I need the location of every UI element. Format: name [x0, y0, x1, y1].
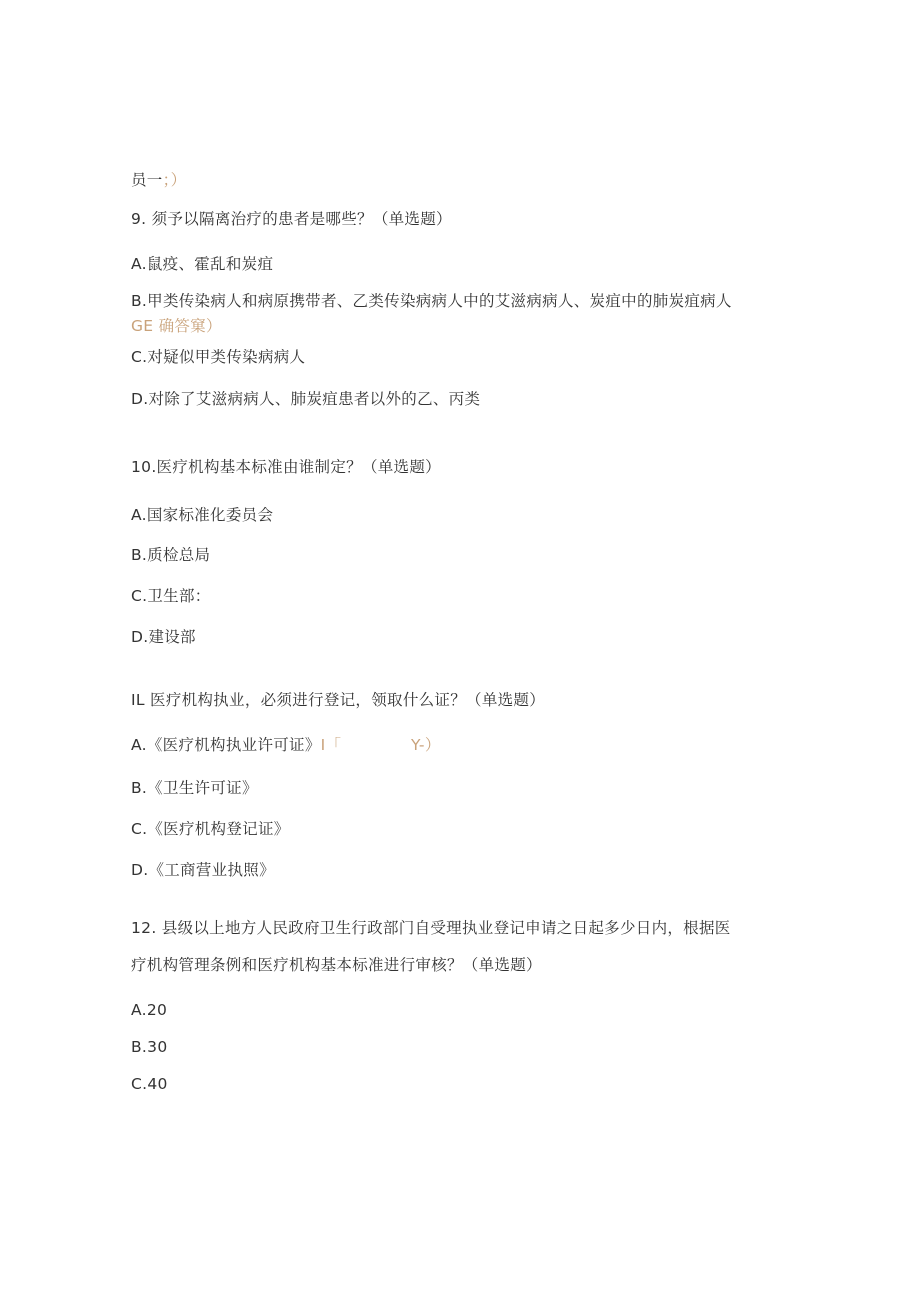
question-11-title: IL 医疗机构执业，必须进行登记，领取什么证？（单选题）: [131, 691, 546, 709]
q11-answer-mark-2: Y-）: [411, 736, 441, 754]
q10-option-d[interactable]: D.建设部: [131, 628, 196, 646]
q9-option-b[interactable]: B.甲类传染病人和病原携带者、乙类传染病病人中的艾滋病病人、炭疽中的肺炭疽病人: [131, 292, 732, 310]
q10-option-b[interactable]: B.质检总局: [131, 546, 211, 564]
q12-option-b[interactable]: B.30: [131, 1038, 168, 1056]
q9-answer-mark: GE 确答窠）: [131, 317, 222, 335]
q10-option-a[interactable]: A.国家标准化委员会: [131, 506, 274, 524]
q9-option-d[interactable]: D.对除了艾滋病病人、肺炭疽患者以外的乙、丙类: [131, 390, 481, 408]
q11-option-a[interactable]: [131, 735, 341, 755]
q11-option-c[interactable]: C.《医疗机构登记证》: [131, 820, 290, 838]
q12-option-a[interactable]: A.20: [131, 1001, 168, 1019]
question-9-title: 9. 须予以隔离治疗的患者是哪些？（单选题）: [131, 210, 452, 228]
question-12-title-line1: 12. 县级以上地方人民政府卫生行政部门自受理执业登记申请之日起多少日内，根据医: [131, 919, 731, 937]
q9-option-c[interactable]: C.对疑似甲类传染病病人: [131, 348, 306, 366]
q9-option-a[interactable]: A.鼠疫、霍乱和炭疽: [131, 255, 274, 273]
q10-option-c[interactable]: C.卫生部：: [131, 587, 211, 605]
carryover-line: [131, 170, 186, 190]
q12-option-c[interactable]: C.40: [131, 1075, 168, 1093]
q11-answer-mark-1: I「: [320, 736, 342, 754]
q11-option-b[interactable]: B.《卫生许可证》: [131, 779, 258, 797]
carryover-text: 员一: [131, 171, 163, 189]
q11-option-a-text: A.《医疗机构执业许可证》: [131, 736, 321, 754]
q11-option-d[interactable]: D.《工商营业执照》: [131, 861, 275, 879]
question-12-title-line2: 疗机构管理条例和医疗机构基本标准进行审核？（单选题）: [131, 956, 542, 974]
question-10-title: 10.医疗机构基本标准由谁制定？（单选题）: [131, 458, 441, 476]
carryover-answer-mark: ；）: [162, 171, 187, 189]
